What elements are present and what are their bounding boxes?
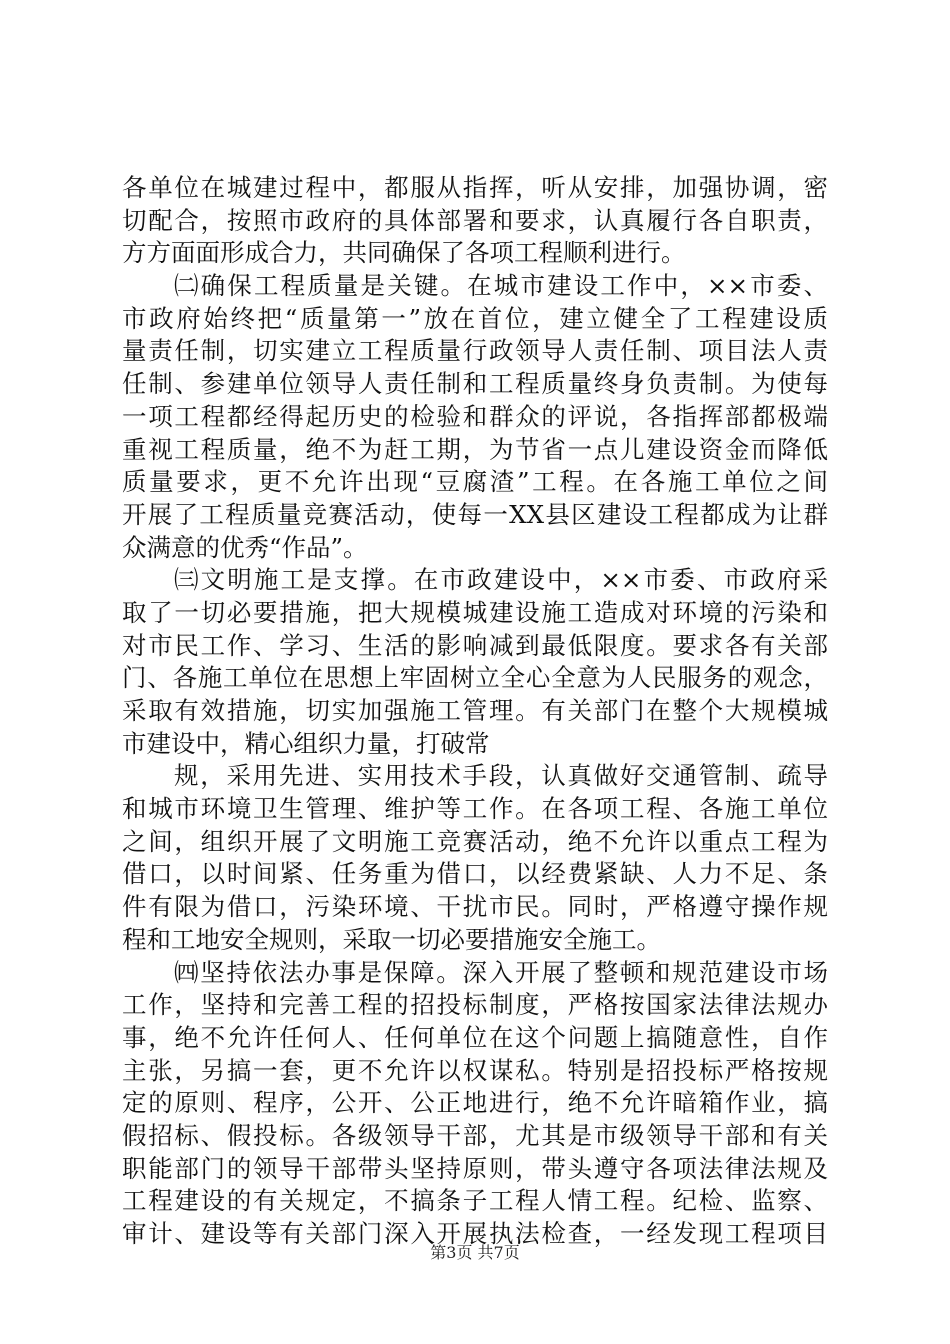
text-line: 门、各施工单位在思想上牢固树立全心全意为人民服务的观念， — [122, 663, 828, 693]
page-footer: 第3页 共7页 — [430, 1243, 520, 1262]
text-line: 件有限为借口，污染环境、干扰市民。同时，严格遵守操作规 — [122, 892, 828, 922]
text-line: 市政府始终把“质量第一”放在首位，建立健全了工程建设质 — [122, 303, 828, 333]
text-line: ㈣坚持依法办事是保障。深入开展了整顿和规范建设市场 — [174, 957, 828, 987]
text-line: 开展了工程质量竞赛活动，使每一XX县区建设工程都成为让群 — [122, 499, 828, 529]
text-line: 之间，组织开展了文明施工竞赛活动，绝不允许以重点工程为 — [122, 826, 828, 856]
text-line: 各单位在城建过程中，都服从指挥，听从安排，加强协调，密 — [122, 173, 828, 202]
text-line: ㈢文明施工是支撑。在市政建设中，××市委、市政府采 — [174, 565, 828, 595]
text-line: 和城市环境卫生管理、维护等工作。在各项工程、各施工单位 — [122, 794, 828, 824]
text-line: 对市民工作、学习、生活的影响减到最低限度。要求各有关部 — [122, 630, 828, 660]
document-body — [122, 172, 828, 1251]
text-line: 方方面面形成合力，共同确保了各项工程顺利进行。 — [122, 238, 686, 268]
text-line: 采取有效措施，切实加强施工管理。有关部门在整个大规模城 — [122, 696, 828, 725]
text-line: 一项工程都经得起历史的检验和群众的评说，各指挥部都极端 — [122, 401, 828, 431]
text-line: 借口，以时间紧、任务重为借口，以经费紧缺、人力不足、条 — [122, 859, 828, 889]
text-line: 主张，另搞一套，更不允许以权谋私。特别是招投标严格按规 — [122, 1055, 828, 1085]
text-line: 工程建设的有关规定，不搞条子工程人情工程。纪检、监察、 — [122, 1186, 828, 1216]
text-line: 量责任制，切实建立工程质量行政领导人责任制、项目法人责 — [122, 336, 828, 366]
text-line: 重视工程质量，绝不为赶工期，为节省一点儿建设资金而降低 — [122, 434, 828, 464]
text-line: 工作，坚持和完善工程的招投标制度，严格按国家法律法规办 — [122, 990, 828, 1020]
text-line: 任制、参建单位领导人责任制和工程质量终身负责制。为使每 — [122, 369, 828, 399]
text-line: 取了一切必要措施，把大规模城建设施工造成对环境的污染和 — [122, 597, 828, 627]
text-line: 市建设中，精心组织力量，打破常 — [122, 728, 490, 758]
text-line: 众满意的优秀“作品”。 — [122, 532, 368, 562]
text-line: 规，采用先进、实用技术手段，认真做好交通管制、疏导 — [174, 761, 828, 791]
text-line: 审计、建设等有关部门深入开展执法检查，一经发现工程项目 — [122, 1219, 828, 1248]
text-line: 假招标、假投标。各级领导干部，尤其是市级领导干部和有关 — [122, 1120, 828, 1150]
text-line: 切配合，按照市政府的具体部署和要求，认真履行各自职责， — [122, 205, 828, 235]
text-line: 程和工地安全规则，采取一切必要措施安全施工。 — [122, 924, 661, 954]
text-line: 职能部门的领导干部带头坚持原则，带头遵守各项法律法规及 — [122, 1153, 828, 1183]
text-line: 事，绝不允许任何人、任何单位在这个问题上搞随意性，自作 — [122, 1022, 828, 1052]
text-line: 质量要求，更不允许出现“豆腐渣”工程。在各施工单位之间 — [122, 467, 828, 497]
text-line: 定的原则、程序，公开、公正地进行，绝不允许暗箱作业，搞 — [122, 1088, 828, 1118]
text-line: ㈡确保工程质量是关键。在城市建设工作中，××市委、 — [174, 271, 828, 301]
